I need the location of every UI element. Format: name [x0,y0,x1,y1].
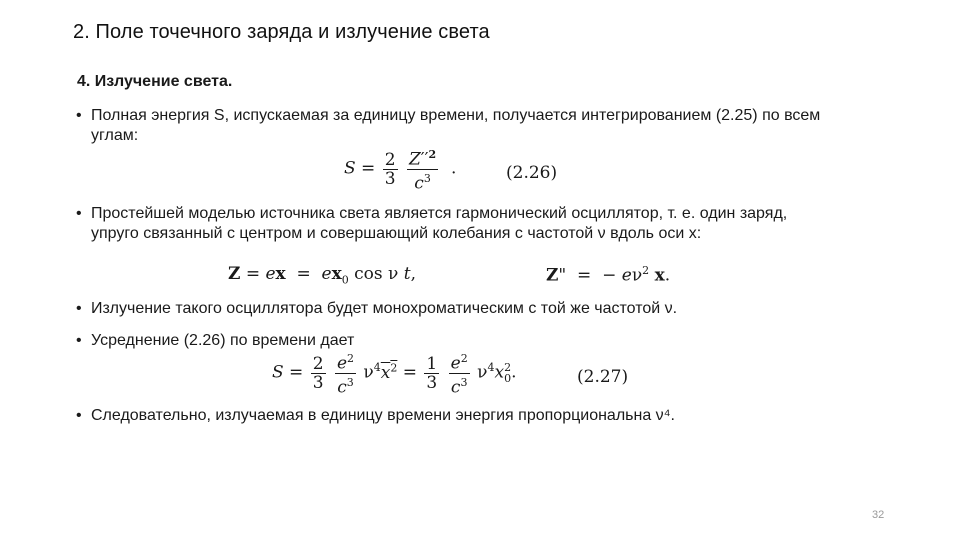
equation-2-26: S = $\frac{2}{3}$ $\frac{Z''^2}{c^3}$ . [344,148,457,194]
bullet-marker: • [76,332,82,349]
equation-label: (2.27) [577,367,629,387]
bullet-text: Усреднение (2.26) по времени дает [91,332,355,349]
bullet-marker: • [76,205,82,222]
bullet-marker: • [76,107,82,124]
bullet-text: Полная энергия S, испускаемая за единицу времени, получается интегрированием (2.25) по всем углам: [91,107,821,144]
equation-oscillator-acceleration: Z" = − $e\nu^2$ x. [546,264,671,286]
bullet-text: Следовательно, излучаемая в единицу времени энергия пропорциональна ν⁴. [91,407,675,424]
bullet-text: Излучение такого осциллятора будет монохроматическим с той же частотой ν. [91,300,678,317]
bullet-text: Простейшей моделью источника света является гармонический осциллятор, т. е. один заряд, упруго связанный с центром и совершающий колебания с частотой ν вдоль оси x: [91,205,788,242]
page-number: 32 [872,509,885,521]
equation-label: (2.26) [506,163,558,183]
equation-oscillator-position: Z = ex = $ex_0$ cos ν t, [228,264,417,287]
slide-title: 2. Поле точечного заряда и излучение света [73,21,490,43]
equation-2-27: S = $\frac{2}{3}$ $\frac{e^2}{c^3}$ $\nu^4x^2$ = $\frac{1}{3}$ $\frac{e^2}{c^3}$ $\nu^4x_0^2$. [272,352,517,398]
bullet-marker: • [76,407,82,424]
section-heading: 4. Излучение света. [77,73,233,90]
bullet-marker: • [76,300,82,317]
